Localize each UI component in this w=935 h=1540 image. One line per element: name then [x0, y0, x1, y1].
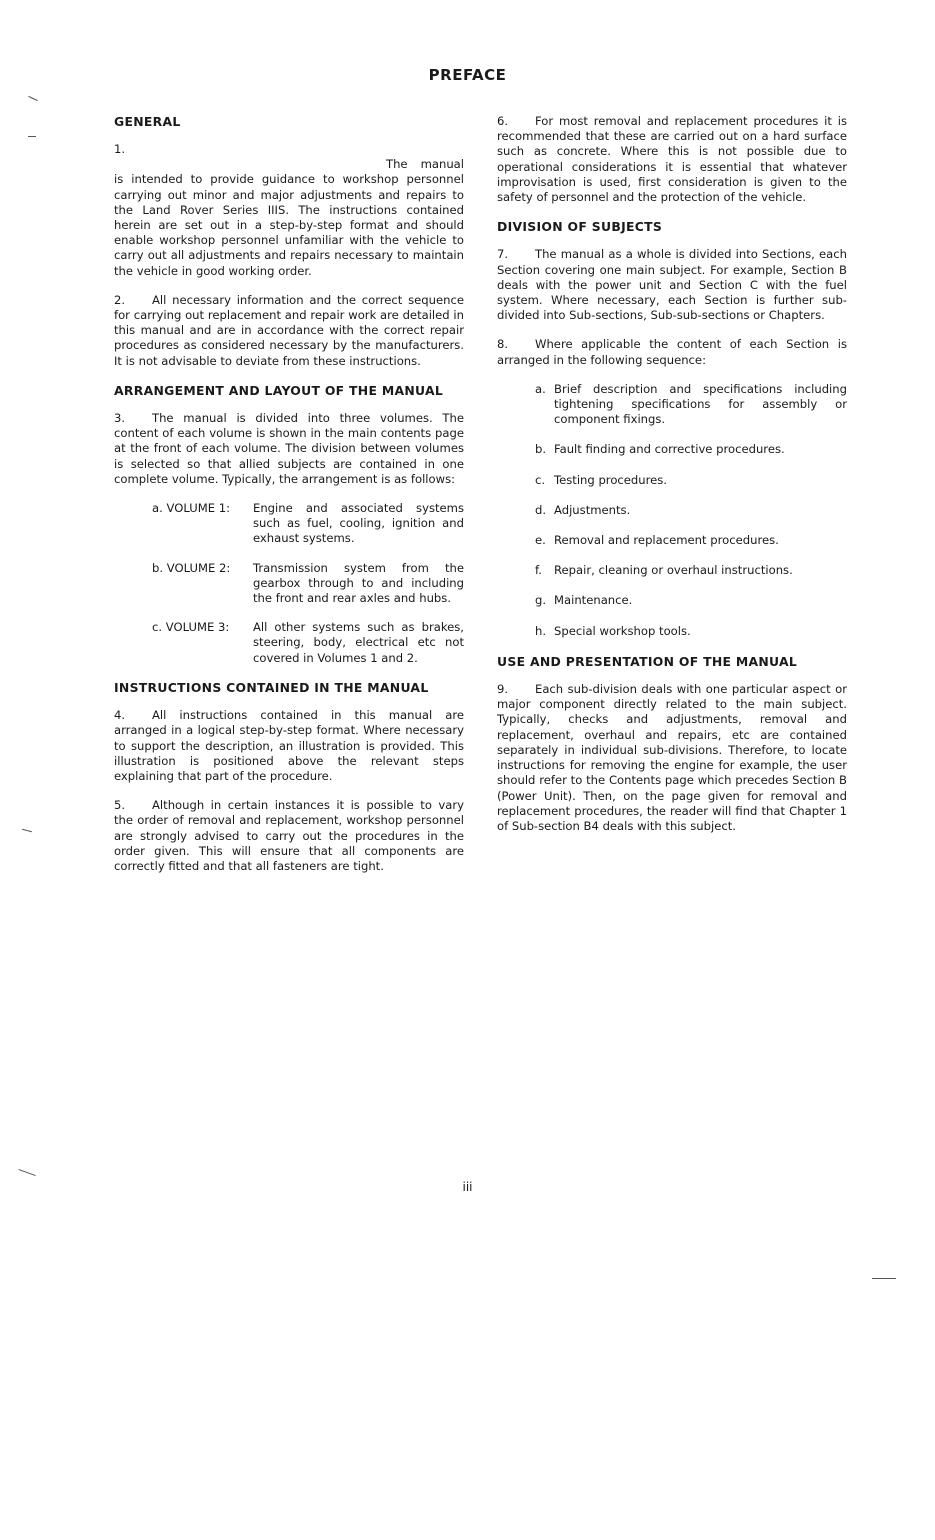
paragraph-5	[114, 798, 464, 874]
right-column	[497, 114, 847, 848]
sequence-item	[535, 533, 847, 548]
scan-mark	[22, 829, 32, 833]
paragraph-7-text: The manual as a whole is divided into Sections, each Section covering one main subject. For example, Section B deals with the power unit and Section C with the fuel system. Where necessary, each Section is further sub-divided into Sub-sections, Sub-sub-sections or Chapters.	[497, 247, 847, 323]
paragraph-8-text: Where applicable the content of each Section is arranged in the following sequence:	[497, 337, 847, 367]
sequence-item	[535, 563, 847, 578]
paragraph-6	[497, 114, 847, 205]
sequence-item	[535, 473, 847, 488]
paragraph-7-number: 7.	[497, 247, 509, 262]
page-number: iii	[462, 1180, 473, 1194]
paragraph-3	[114, 411, 464, 487]
sequence-label: f.	[535, 563, 542, 578]
paragraph-6-text: For most removal and replacement procedures it is recommended that these are carried out on a hard surface such as concrete. Where this is not possible due to operational considerations it is essential that whatever improvisation is used, first consideration is given to the safety of personnel and the protection of the vehicle.	[497, 114, 847, 205]
volume-text: Engine and associated systems such as fuel, cooling, ignition and exhaust systems.	[253, 501, 464, 546]
page-title: PREFACE	[428, 66, 507, 84]
paragraph-2-text: All necessary information and the correct sequence for carrying out replacement and repair work are detailed in this manual and are in accordance with the correct repair procedures as considered necessary by the manufacturers. It is not advisable to deviate from these instructions.	[114, 292, 464, 368]
paragraph-4	[114, 708, 464, 784]
scan-mark	[872, 1278, 896, 1279]
volume-label: b. VOLUME 2:	[152, 560, 231, 575]
volume-label: c. VOLUME 3:	[152, 620, 230, 635]
paragraph-8-number: 8.	[497, 337, 509, 352]
scan-mark	[28, 96, 37, 101]
sequence-text: Fault finding and corrective procedures.	[554, 442, 785, 457]
sequence-label: b.	[535, 442, 547, 457]
sequence-text: Maintenance.	[554, 593, 633, 608]
heading-division: DIVISION OF SUBJECTS	[497, 219, 663, 235]
sequence-label: c.	[535, 472, 546, 487]
paragraph-2-number: 2.	[114, 292, 126, 307]
paragraph-8	[497, 337, 847, 367]
sequence-item	[535, 624, 847, 639]
sequence-item	[535, 503, 847, 518]
volume-text: All other systems such as brakes, steering, body, electrical etc not covered in Volumes 1 and 2.	[253, 620, 464, 665]
sequence-label: a.	[535, 381, 546, 396]
paragraph-4-number: 4.	[114, 708, 126, 723]
sequence-text: Special workshop tools.	[554, 623, 691, 638]
paragraph-9	[497, 682, 847, 834]
sequence-text: Brief description and specifications including tightening specifications for assembly or component fixings.	[554, 381, 847, 427]
sequence-item	[535, 593, 847, 608]
volume-label: a. VOLUME 1:	[152, 501, 230, 516]
heading-instructions: INSTRUCTIONS CONTAINED IN THE MANUAL	[114, 679, 429, 695]
paragraph-1-number: 1.	[114, 142, 126, 157]
paragraph-9-text: Each sub-division deals with one particular aspect or major component directly related to the main subject. Typically, checks and adjustments, removal and replacement, overhaul and repairs, etc are contained separately in individual sub-divisions. Therefore, to locate instructions for removing the engine for example, the user should refer to the Contents page which precedes Section B (Power Unit). Then, on the page given for removal and replacement procedures, the reader will find that Chapter 1 of Sub-section B4 deals with this subject.	[497, 682, 847, 833]
heading-use: USE AND PRESENTATION OF THE MANUAL	[497, 653, 798, 669]
paragraph-1-text: The manual is intended to provide guidance to workshop personnel carrying out minor and major adjustments and repairs to the Land Rover Series IIIS. The instructions contained herein are set out in a step-by-step format and should enable workshop personnel unfamiliar with the vehicle to carry out all adjustments and repairs necessary to maintain the vehicle in good working order.	[114, 157, 464, 278]
sequence-label: e.	[535, 533, 546, 548]
paragraph-3-text: The manual is divided into three volumes. The content of each volume is shown in the main contents page at the front of each volume. The division between volumes is selected so that allied subjects are contained in one complete volume. Typically, the arrangement is as follows:	[114, 411, 464, 486]
volume-item	[152, 620, 464, 666]
paragraph-4-text: All instructions contained in this manual are arranged in a logical step-by-step format. Where necessary to support the description, an illustration is provided. This illustration is positioned above the relevant steps explaining that part of the procedure.	[114, 708, 464, 783]
heading-general: GENERAL	[114, 114, 181, 129]
scan-mark	[18, 1169, 35, 1176]
sequence-label: g.	[535, 593, 547, 608]
sequence-text: Adjustments.	[554, 502, 631, 517]
heading-arrangement: ARRANGEMENT AND LAYOUT OF THE MANUAL	[114, 382, 444, 398]
paragraph-5-number: 5.	[114, 798, 126, 813]
paragraph-3-number: 3.	[114, 411, 126, 426]
sequence-list	[497, 382, 847, 639]
sequence-label: h.	[535, 623, 547, 638]
volume-text: Transmission system from the gearbox through to and including the front and rear axles and hubs.	[253, 560, 464, 606]
paragraph-5-text: Although in certain instances it is possible to vary the order of removal and replacement, workshop personnel are strongly advised to carry out the procedures in the order given. This will ensure that all components are correctly fitted and that all fasteners are tight.	[114, 798, 464, 873]
left-column	[114, 114, 464, 888]
paragraph-7	[497, 247, 847, 323]
sequence-text: Removal and replacement procedures.	[554, 533, 779, 548]
volume-item	[152, 561, 464, 607]
sequence-item	[535, 442, 847, 457]
scan-mark	[28, 136, 36, 137]
volume-item	[152, 501, 464, 547]
paragraph-6-number: 6.	[497, 114, 509, 128]
sequence-item	[535, 382, 847, 428]
sequence-text: Testing procedures.	[554, 472, 667, 487]
sequence-text: Repair, cleaning or overhaul instructions.	[554, 563, 793, 578]
paragraph-2	[114, 293, 464, 369]
paragraph-9-number: 9.	[497, 682, 509, 697]
sequence-label: d.	[535, 502, 547, 517]
paragraph-1	[114, 142, 464, 279]
volume-list	[114, 501, 464, 666]
